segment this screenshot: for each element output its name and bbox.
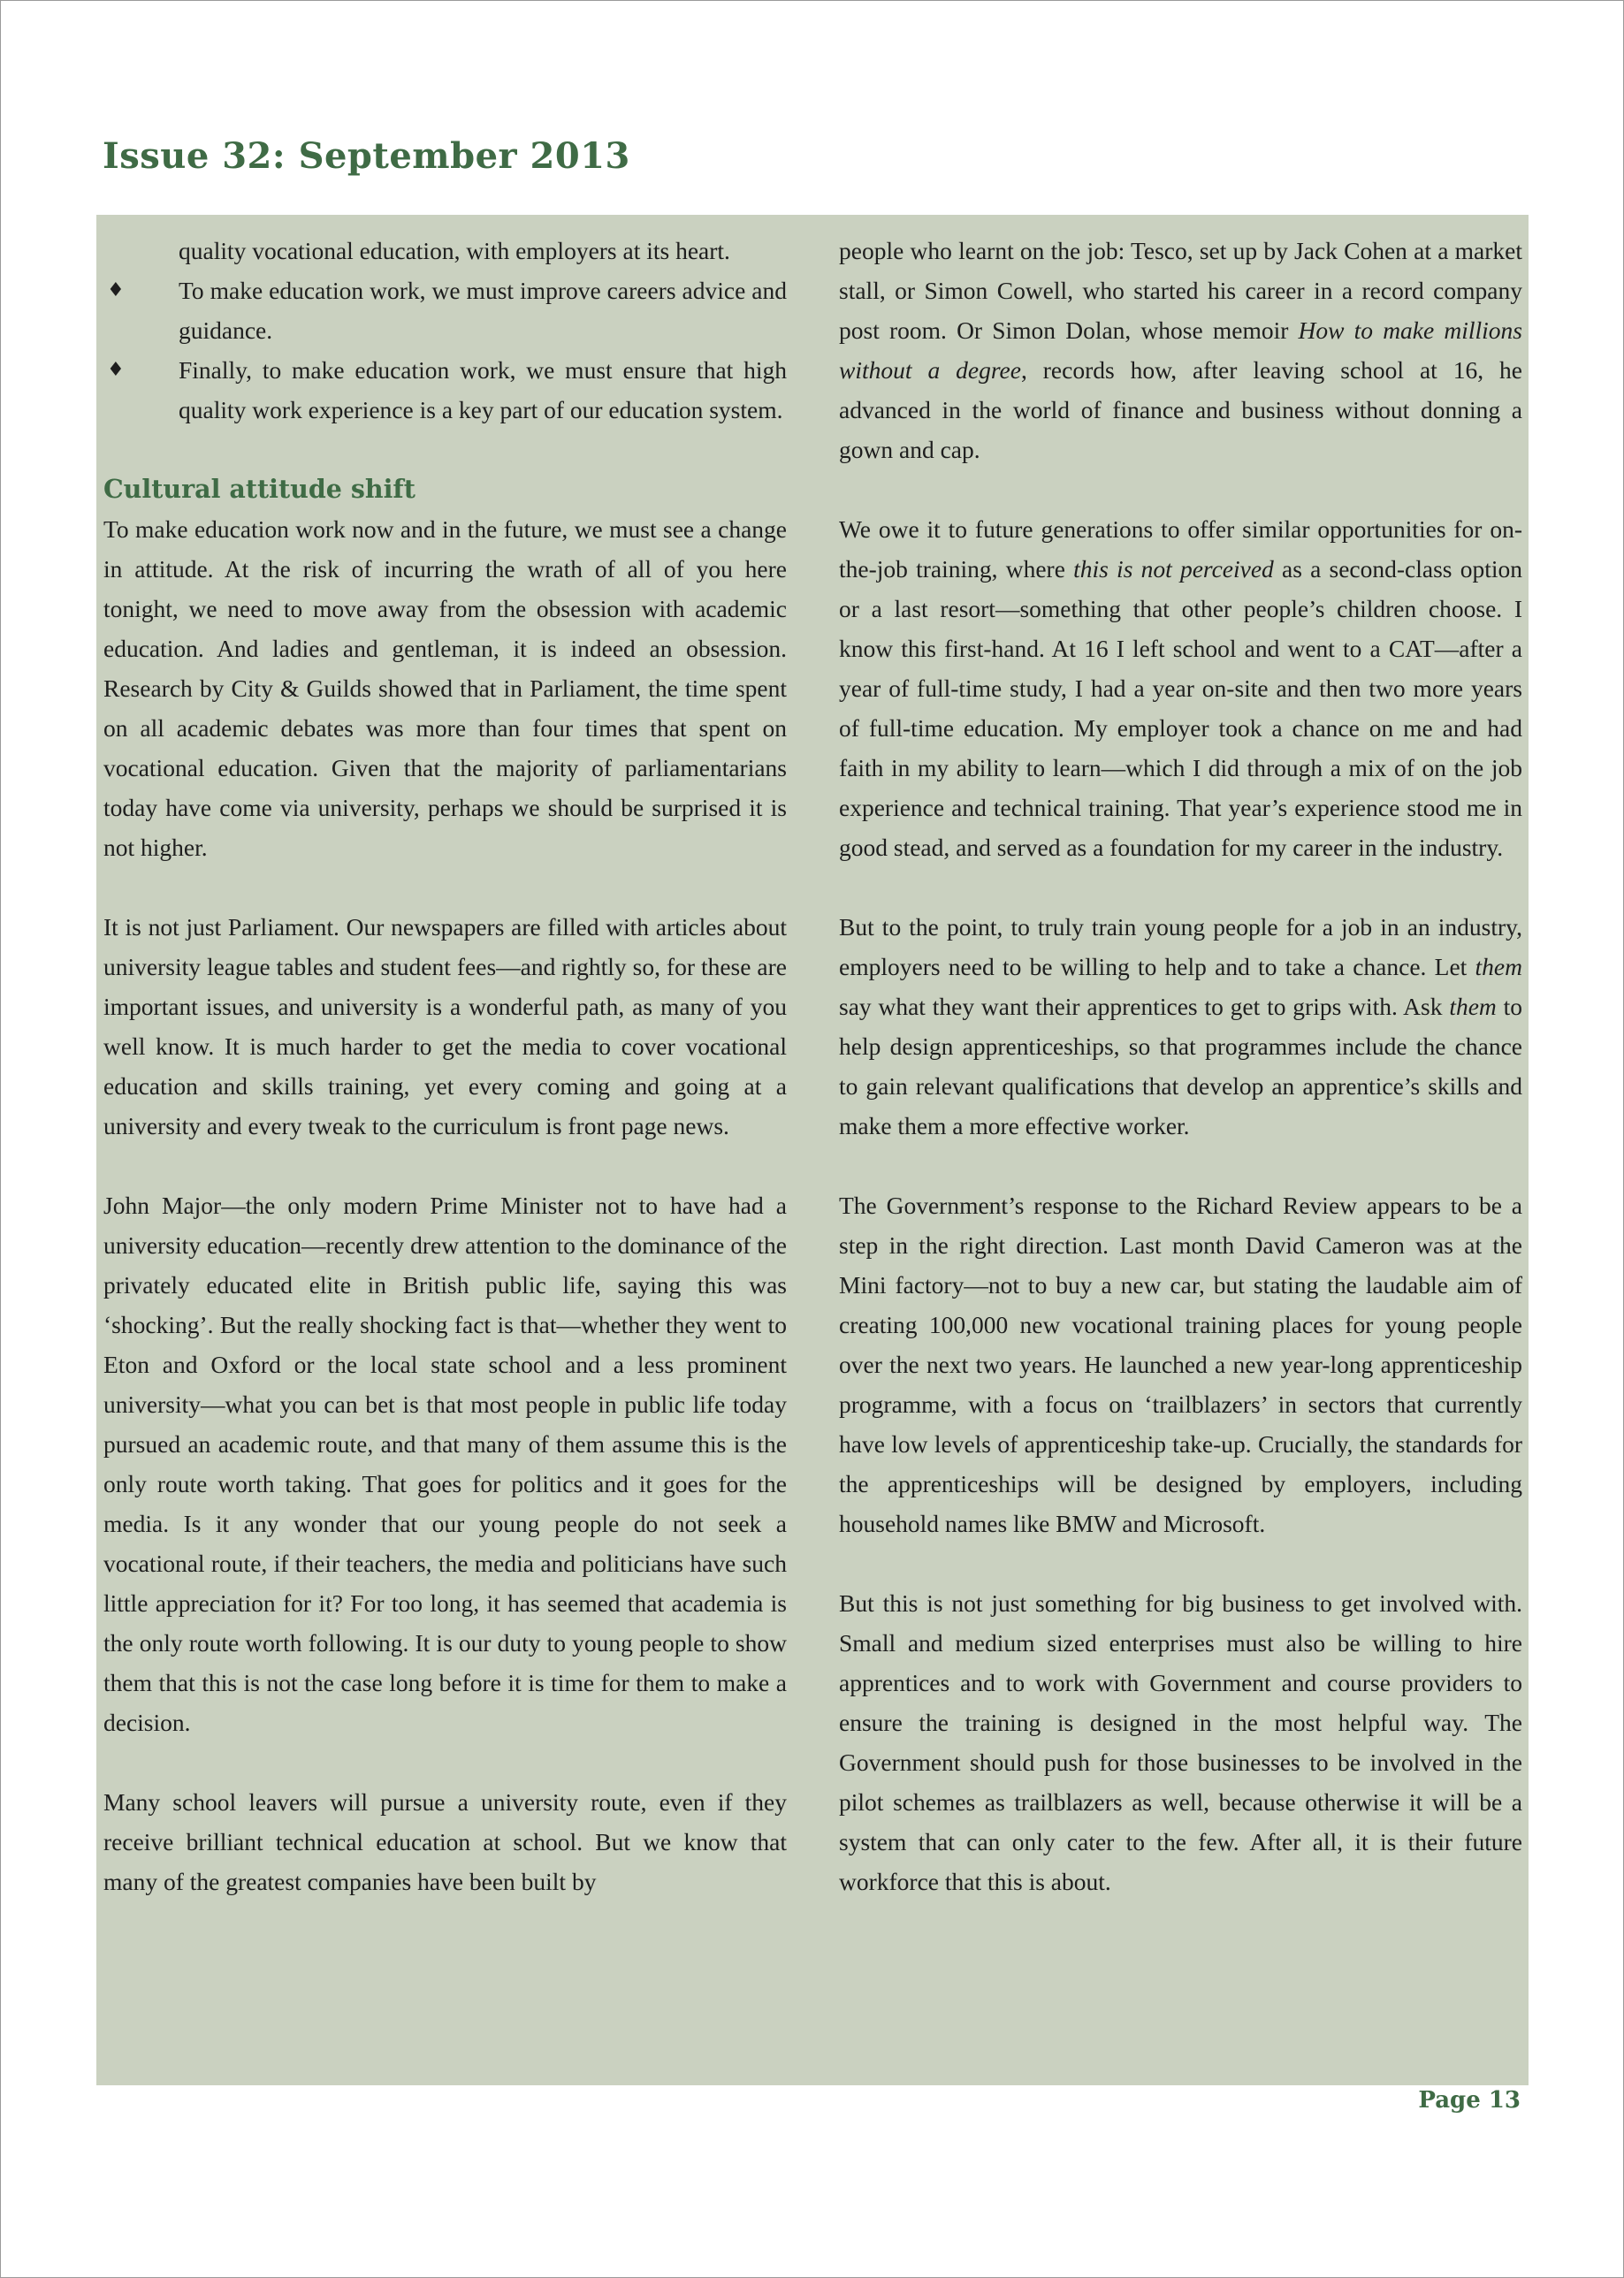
list-item [103,231,787,270]
body-paragraph: The Government’s response to the Richard Review appears to be a step in the right direction. Last month David Cameron was at the Mini factory—not to buy a new car, but stating the laudable aim of creating 100,000 new vocational training places for young people over the next two years. He launched a new year-long apprenticeship programme, with a focus on ‘trailblazers’ in sectors that currently have low levels of apprenticeship take-up. Crucially, the standards for the apprenticeships will be designed by employers, including household names like BMW and Microsoft. [839,1192,1522,1537]
list-item [103,350,787,430]
text-run: people who learnt on the job: Tesco, set up by Jack Cohen at a market stall, or Simon Cowell, who started his career in a record company post room. Or Simon Dolan, whose memoir [839,237,1522,344]
text-run: But to the point, to truly train young people for a job in an industry, employers need to be willing to help and to take a chance. Let [839,913,1522,980]
bullet-text: quality vocational education, with employers at its heart. [179,237,730,264]
body-paragraph: To make education work now and in the future, we must see a change in attitude. At the risk of incurring the wrath of all of you here tonight, we need to move away from the obsession with academic education. And ladies and gentleman, it is indeed an obsession. Research by City & Guilds showed that in Parliament, the time spent on all academic debates was more than four times that spent on vocational education. Given that the majority of parliamentarians today have come via university, perhaps we should be surprised it is not higher. [103,515,787,861]
bullet-text: To make education work, we must improve careers advice and guidance. [179,277,787,344]
bullet-text: Finally, to make education work, we must ensure that high quality work experience is a key part of our education system. [179,356,787,423]
emphasis: this is not perceived [1073,555,1274,583]
section-heading: Cultural attitude shift [103,474,416,504]
right-column [839,231,1522,1901]
text-run: to help design apprenticeships, so that programmes include the chance to gain relevant qualifications that develop an apprentice’s skills and make them a more effective worker. [839,993,1522,1139]
body-paragraph: But this is not just something for big business to get involved with. Small and medium sized enterprises must also be willing to hire apprentices and to work with Government and course providers to ensure the training is designed in the most helpful way. The Government should push for those businesses to be involved in the pilot schemes as trailblazers as well, because otherwise it will be a system that can only cater to the few. After all, it is their future workforce that this is about. [839,1589,1522,1895]
content-panel [96,215,1529,2085]
left-column [103,231,787,1901]
body-paragraph: Many school leavers will pursue a university route, even if they receive brilliant technical education at school. But we know that many of the greatest companies have been built by [103,1788,787,1895]
text-run: , records how, after leaving school at 16, he advanced in the world of finance and business without donning a gown and cap. [839,356,1523,463]
list-item [103,270,787,350]
body-paragraph: John Major—the only modern Prime Minister not to have had a university education—recently drew attention to the dominance of the privately educated elite in British public life, saying this was ‘shocking’. But the really shocking fact is that—whether they went to Eton and Oxford or the local state school and a less prominent university—what you can bet is that most people in public life today pursued an academic route, and that many of them assume this is the only route worth taking. That goes for politics and it goes for the media. Is it any wonder that our young people do not seek a vocational route, if their teachers, the media and politicians have such little appreciation for it? For too long, it has seemed that academia is the only route worth following. It is our duty to young people to show them that this is not the case long before it is time for them to make a decision. [103,1192,787,1736]
book-title: How to make millions without a degree [839,316,1522,384]
page-number: Page 13 [1418,2087,1521,2114]
diamond-bullet-icon: ♦ [107,359,125,381]
text-run: say what they want their apprentices to get to grips with. Ask [839,993,1450,1020]
body-paragraph [839,907,1522,1146]
text-run: We owe it to future generations to offer similar opportunities for on-the-job training, where [839,515,1522,583]
body-paragraph [839,231,1522,469]
body-paragraph: It is not just Parliament. Our newspapers are filled with articles about university league tables and student fees—and rightly so, for these are important issues, and university is a wonderful path, as many of you well know. It is much harder to get the media to cover vocational education and skills training, yet every coming and going at a university and every tweak to the curriculum is front page news. [103,913,787,1139]
bullet-list [103,231,787,430]
body-paragraph [839,509,1522,867]
issue-title: Issue 32: September 2013 [103,135,630,177]
text-run: as a second-class option or a last resort—something that other people’s children choose. I know this first-hand. At 16 I left school and went to a CAT—after a year of full-time study, I had a year on-site and then two more years of full-time education. My employer took a chance on me and had faith in my ability to learn—which I did through a mix of on the job experience and technical training. That year’s experience stood me in good stead, and served as a foundation for my career in the industry. [839,555,1522,861]
emphasis: them [1475,953,1522,980]
emphasis: them [1449,993,1497,1020]
diamond-bullet-icon: ♦ [107,279,125,301]
